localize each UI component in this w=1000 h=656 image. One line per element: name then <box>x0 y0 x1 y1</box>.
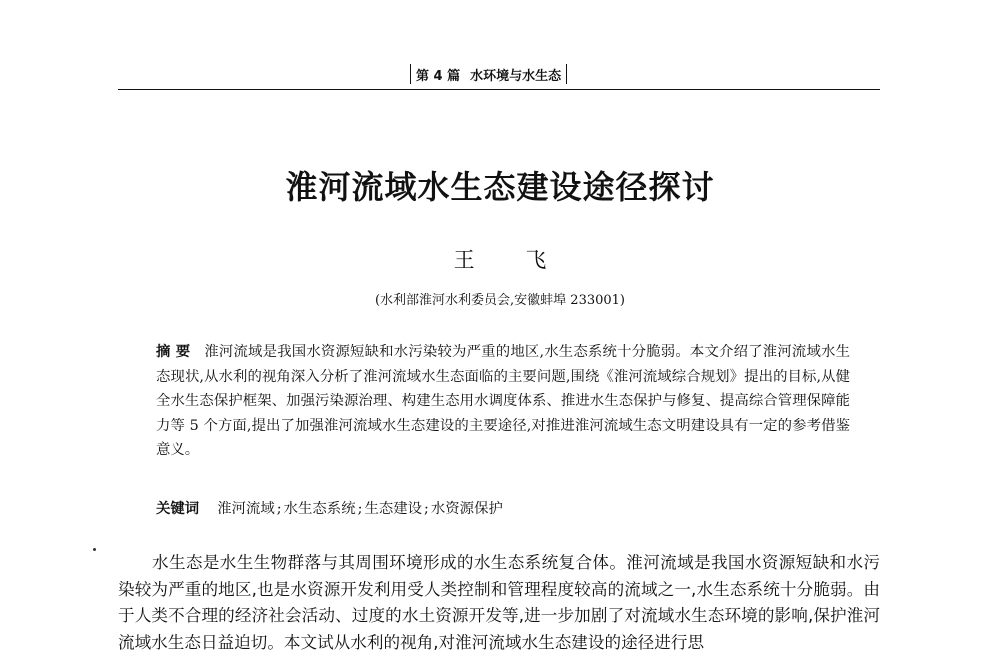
abstract-label: 摘 要 <box>156 344 191 360</box>
keywords <box>156 497 503 518</box>
running-header-box <box>410 64 567 84</box>
keyword-separator: ; <box>276 501 282 517</box>
paper-title: 淮河流域水生态建设途径探讨 <box>285 168 715 206</box>
author-name: 王 飞 <box>453 248 569 272</box>
author-affiliation: (水利部淮河水利委员会,安徽蚌埠 233001) <box>374 293 626 308</box>
header-part-label: 第 4 篇 <box>416 68 461 84</box>
keyword-item: 水资源保护 <box>430 501 503 517</box>
keyword-item: 淮河流域 <box>217 501 275 517</box>
running-header <box>118 62 880 90</box>
keyword-item: 水生态系统 <box>283 501 356 517</box>
header-section-label: 水环境与水生态 <box>470 68 562 84</box>
abstract-text: 淮河流域是我国水资源短缺和水污染较为严重的地区,水生态系统十分脆弱。本文介绍了淮河流域水生态现状,从水利的视角深入分析了淮河流域水生态面临的主要问题,围绕《淮河流域综合规划》提出的目标,从健全水生态保护框架、加强污染源治理、构建生态用水调度体系、推进水生态保护与修复、提高综合管理保障能力等 5 个方面,提出了加强淮河流域水生态建设的主要途径,对推进淮河流域生态文明建设具有一定的参考借鉴意义。 <box>156 344 851 459</box>
abstract <box>156 340 850 463</box>
scan-dot-mark <box>93 548 96 551</box>
keyword-item: 生态建设 <box>364 501 423 517</box>
body-paragraph: 水生态是水生生物群落与其周围环境形成的水生态系统复合体。淮河流域是我国水资源短缺和水污染较为严重的地区,也是水资源开发利用受人类控制和管理程度较高的流域之一,水生态系统十分脆弱。由于人类不合理的经济社会活动、过度的水土资源开发等,进一步加剧了对流域水生态环境的影响,保护淮河流域水生态日益迫切。本文试从水利的视角,对淮河流域水生态建设的途径进行思 <box>118 553 880 652</box>
keywords-label: 关键词 <box>156 501 200 517</box>
keyword-separator: ; <box>357 501 363 517</box>
keyword-separator: ; <box>424 501 429 517</box>
